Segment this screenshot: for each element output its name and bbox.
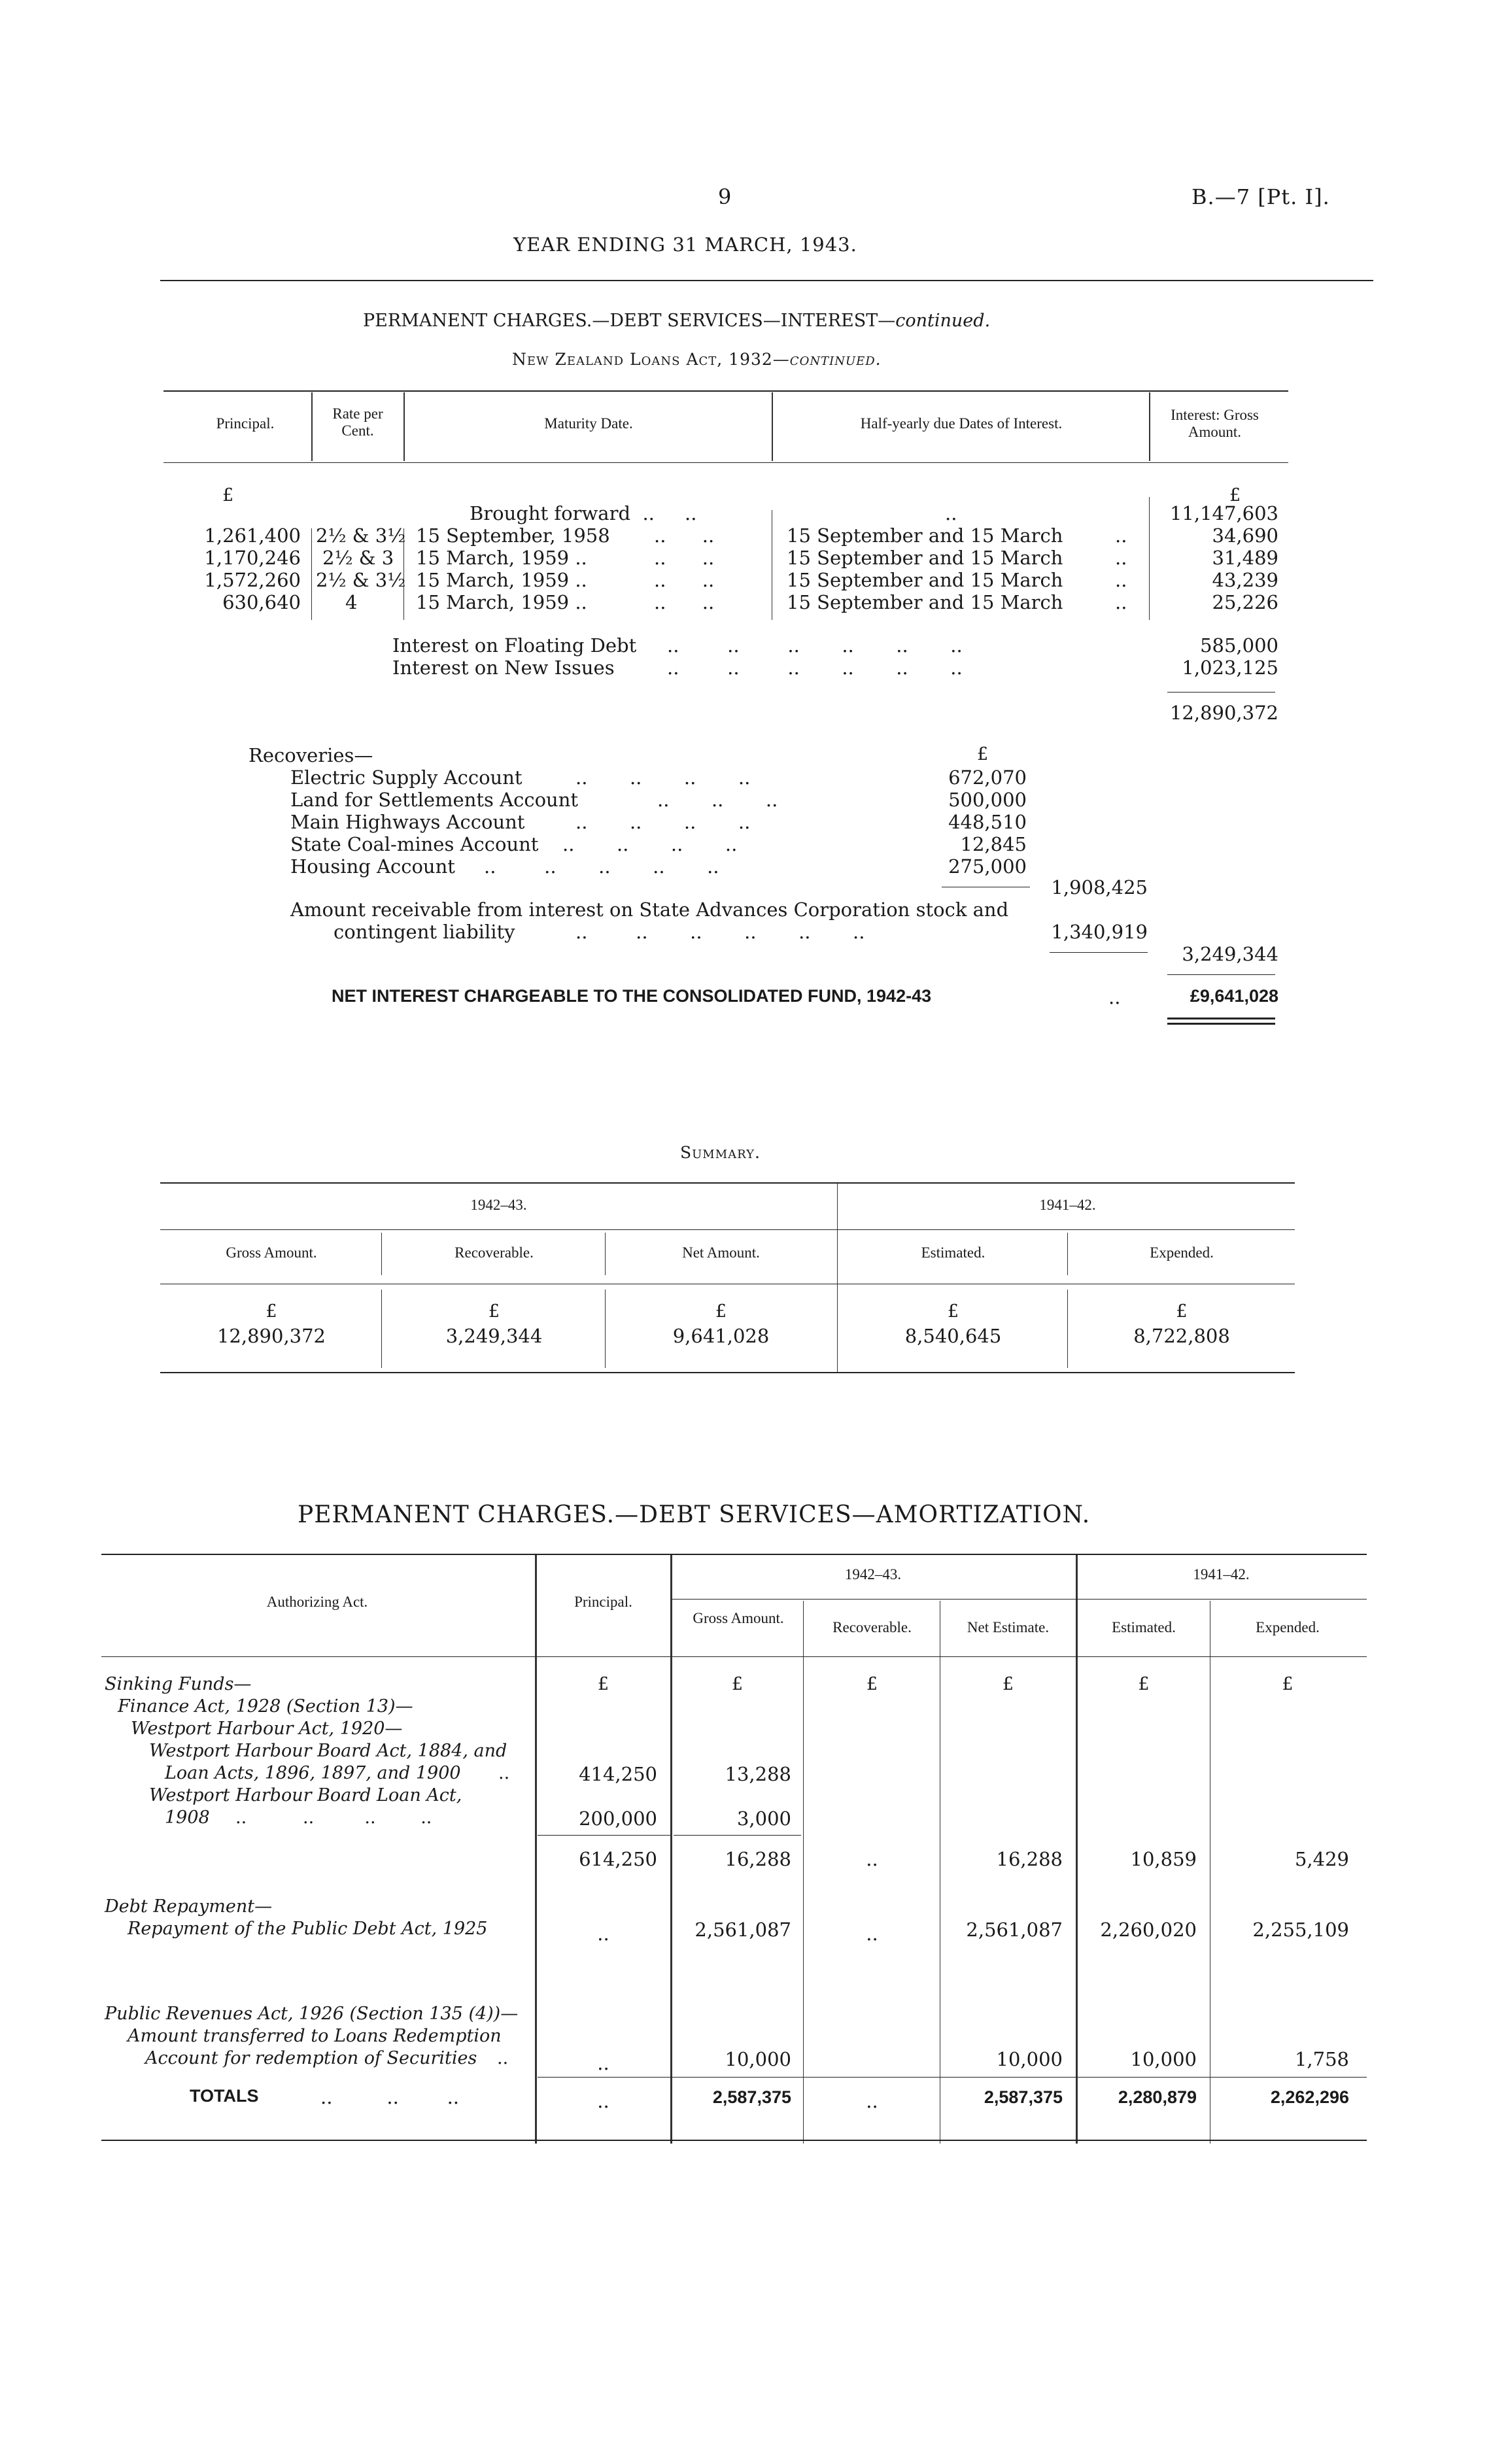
summary-net-value: 9,641,028 (672, 1325, 770, 1347)
loan-act-principal: 200,000 (579, 1807, 657, 1830)
amort-year-previous: 1941–42. (1193, 1566, 1250, 1583)
page-reference: B.—7 [Pt. I]. (1191, 184, 1330, 209)
board-act-principal: 414,250 (579, 1763, 657, 1785)
summary-col-expended: Expended. (1150, 1244, 1214, 1261)
finance-act-heading: Finance Act, 1928 (Section 13)— (118, 1696, 413, 1717)
recoveries-currency: £ (977, 744, 989, 764)
advances-value: 1,340,919 (1051, 921, 1148, 943)
summary-recoverable-value: 3,249,344 (445, 1325, 543, 1347)
public-revenues-line-2: Amount transferred to Loans Redemption (128, 2026, 502, 2046)
year-heading: YEAR ENDING 31 MARCH, 1943. (513, 233, 857, 256)
summary-col-estimated: Estimated. (921, 1244, 985, 1261)
amortization-title: PERMANENT CHARGES.—DEBT SERVICES—AMORTIZATION. (298, 1501, 1091, 1528)
amort-col-principal: Principal. (574, 1594, 632, 1610)
page-number: 9 (718, 184, 732, 209)
debt-repayment-heading: Debt Repayment— (105, 1896, 273, 1917)
net-interest-label: NET INTEREST CHARGEABLE TO THE CONSOLIDATED FUND, 1942-43 (332, 986, 932, 1006)
sinking-funds-heading: Sinking Funds— (105, 1674, 252, 1694)
repayment-act: Repayment of the Public Debt Act, 1925 (128, 1919, 488, 1939)
recoveries-heading: Recoveries— (248, 744, 373, 766)
recoveries-subtotal: 1,908,425 (1051, 876, 1148, 898)
public-revenues-line-3: Account for redemption of Securities (145, 2048, 477, 2068)
summary-estimated-value: 8,540,645 (904, 1325, 1002, 1347)
summary-year-current: 1942–43. (470, 1197, 527, 1213)
amort-col-act: Authorizing Act. (266, 1594, 368, 1610)
col-maturity-header: Maturity Date. (544, 415, 633, 432)
summary-col-net: Net Amount. (682, 1244, 760, 1261)
board-act-line-1: Westport Harbour Board Act, 1884, and (149, 1741, 507, 1761)
new-issues-label: Interest on New Issues (392, 657, 615, 679)
amort-year-current: 1942–43. (844, 1566, 902, 1583)
amount-currency: £ (1229, 485, 1241, 505)
amort-col-expended: Expended. (1256, 1619, 1320, 1635)
net-interest-value: £9,641,028 (1190, 986, 1278, 1006)
advances-line-2: contingent liability (334, 921, 515, 943)
col-principal-header: Principal. (216, 415, 275, 432)
loan-act-gross: 3,000 (736, 1807, 791, 1830)
gross-interest-total: 12,890,372 (1169, 702, 1278, 724)
board-act-line-2: Loan Acts, 1896, 1897, and 1900 (165, 1763, 461, 1783)
brought-forward-label: Brought forward .. .. (470, 502, 697, 524)
floating-debt-value: 585,000 (1200, 634, 1278, 657)
interest-table-header-rule (163, 462, 1288, 463)
advances-line-1: Amount receivable from interest on State Advances Corporation stock and (290, 898, 1009, 921)
col-due-dates-header: Half-yearly due Dates of Interest. (860, 415, 1063, 432)
amort-col-estimated: Estimated. (1112, 1619, 1176, 1635)
col-rate-header: Rate per Cent. (332, 405, 383, 439)
amort-col-net: Net Estimate. (967, 1619, 1050, 1635)
header-rule (160, 280, 1373, 281)
amort-col-recoverable: Recoverable. (832, 1619, 912, 1635)
loan-act-line-1: Westport Harbour Board Loan Act, (149, 1785, 462, 1805)
recoveries-total: 3,249,344 (1182, 943, 1278, 965)
new-issues-value: 1,023,125 (1182, 657, 1278, 679)
amort-col-gross: Gross Amount. (693, 1610, 784, 1626)
col-gross-amount-header: Interest: Gross Amount. (1171, 407, 1259, 441)
summary-expended-value: 8,722,808 (1133, 1325, 1230, 1347)
loan-act-line-2: 1908 (165, 1807, 210, 1828)
summary-col-recoverable: Recoverable. (454, 1244, 534, 1261)
westport-act-heading: Westport Harbour Act, 1920— (131, 1719, 403, 1739)
summary-year-previous: 1941–42. (1039, 1197, 1096, 1213)
floating-debt-label: Interest on Floating Debt (392, 634, 637, 657)
public-revenues-heading: Public Revenues Act, 1926 (Section 135 (4))— (105, 2004, 519, 2024)
principal-currency: £ (222, 485, 234, 505)
summary-col-gross: Gross Amount. (226, 1244, 317, 1261)
summary-title: Summary. (680, 1143, 761, 1162)
board-act-gross: 13,288 (725, 1763, 791, 1785)
interest-subtitle: New Zealand Loans Act, 1932—continued. (512, 350, 882, 369)
brought-forward-value: 11,147,603 (1169, 502, 1278, 524)
summary-gross-value: 12,890,372 (216, 1325, 326, 1347)
interest-table-top-rule (163, 390, 1288, 392)
interest-title: PERMANENT CHARGES.—DEBT SERVICES—INTEREST—continued. (363, 311, 991, 331)
